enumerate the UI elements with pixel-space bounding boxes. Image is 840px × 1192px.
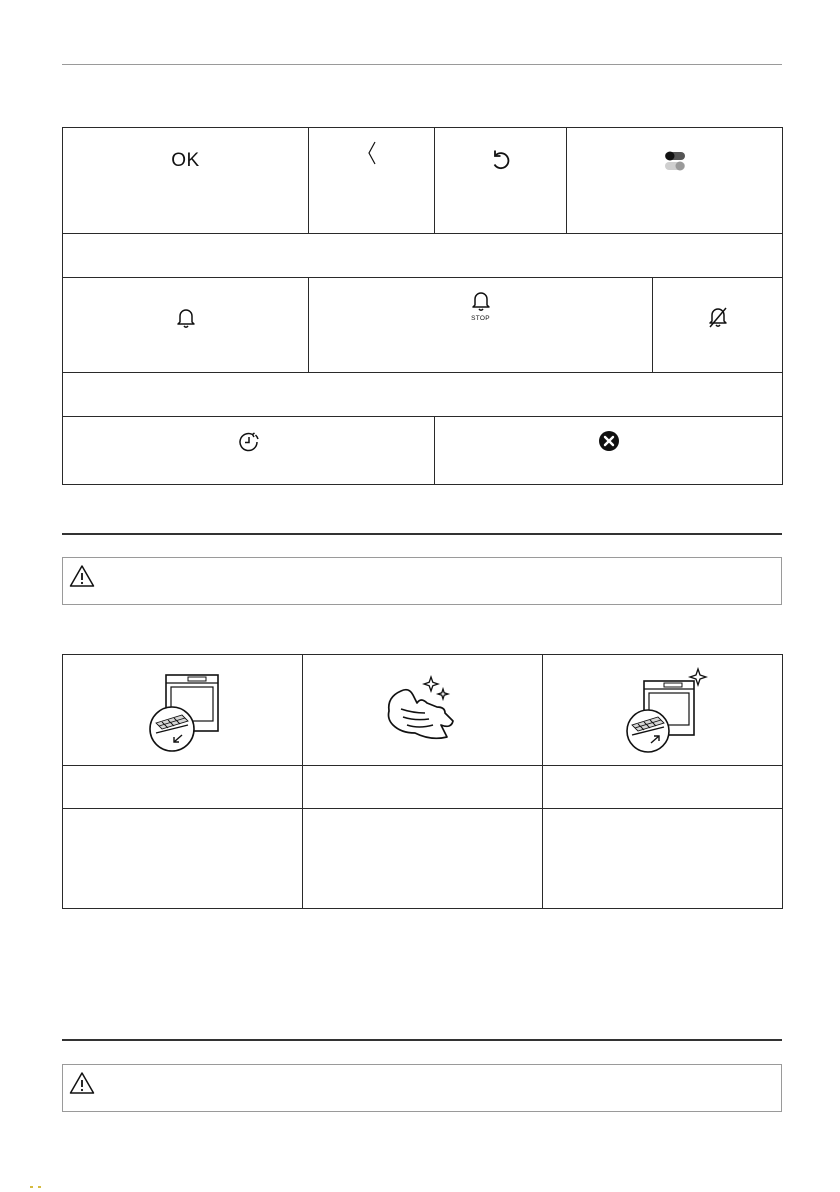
cleaning-step-3-description xyxy=(543,809,783,909)
oven-remove-tray-icon xyxy=(142,669,224,755)
bell-cell xyxy=(63,278,309,373)
cloth-hand-sparkle-icon xyxy=(381,673,465,743)
toggle-switch-icon xyxy=(664,150,686,172)
controls-table xyxy=(62,127,783,485)
bell-stop-icon xyxy=(471,290,491,312)
controls-description-row-1 xyxy=(63,234,783,278)
remove-tray-cell xyxy=(63,655,303,766)
undo-arrow-icon xyxy=(489,149,513,173)
ok-cell xyxy=(63,128,309,234)
cleaning-table xyxy=(62,654,783,909)
back-cell xyxy=(309,128,435,234)
chevron-left-icon xyxy=(365,140,379,166)
undo-cell xyxy=(435,128,567,234)
ok-label: OK xyxy=(171,150,200,171)
settings-cell xyxy=(567,128,783,234)
cancel-cell xyxy=(435,417,783,485)
clock-refresh-icon xyxy=(237,430,261,454)
bell-mute-cell xyxy=(653,278,783,373)
section-divider-1 xyxy=(62,533,782,535)
warning-triangle-icon xyxy=(69,564,95,588)
cleaning-step-2-title xyxy=(303,766,543,809)
bell-stop-cell xyxy=(309,278,653,373)
bell-off-icon xyxy=(707,305,729,329)
cleaning-step-2-description xyxy=(303,809,543,909)
insert-tray-cell xyxy=(543,655,783,766)
warning-box-1 xyxy=(62,557,782,605)
page-corner-mark xyxy=(30,1186,44,1188)
cleaning-step-3-title xyxy=(543,766,783,809)
oven-insert-tray-sparkle-icon xyxy=(618,667,708,753)
timer-cell xyxy=(63,417,435,485)
cleaning-step-1-description xyxy=(63,809,303,909)
warning-triangle-icon xyxy=(69,1071,95,1095)
close-circle-icon xyxy=(598,430,620,452)
header-divider xyxy=(62,64,782,65)
controls-description-row-2 xyxy=(63,373,783,417)
stop-label: STOP xyxy=(471,315,490,322)
bell-icon xyxy=(176,307,196,329)
warning-box-2 xyxy=(62,1064,782,1112)
clean-cloth-cell xyxy=(303,655,543,766)
section-divider-2 xyxy=(62,1039,782,1041)
cleaning-step-1-title xyxy=(63,766,303,809)
